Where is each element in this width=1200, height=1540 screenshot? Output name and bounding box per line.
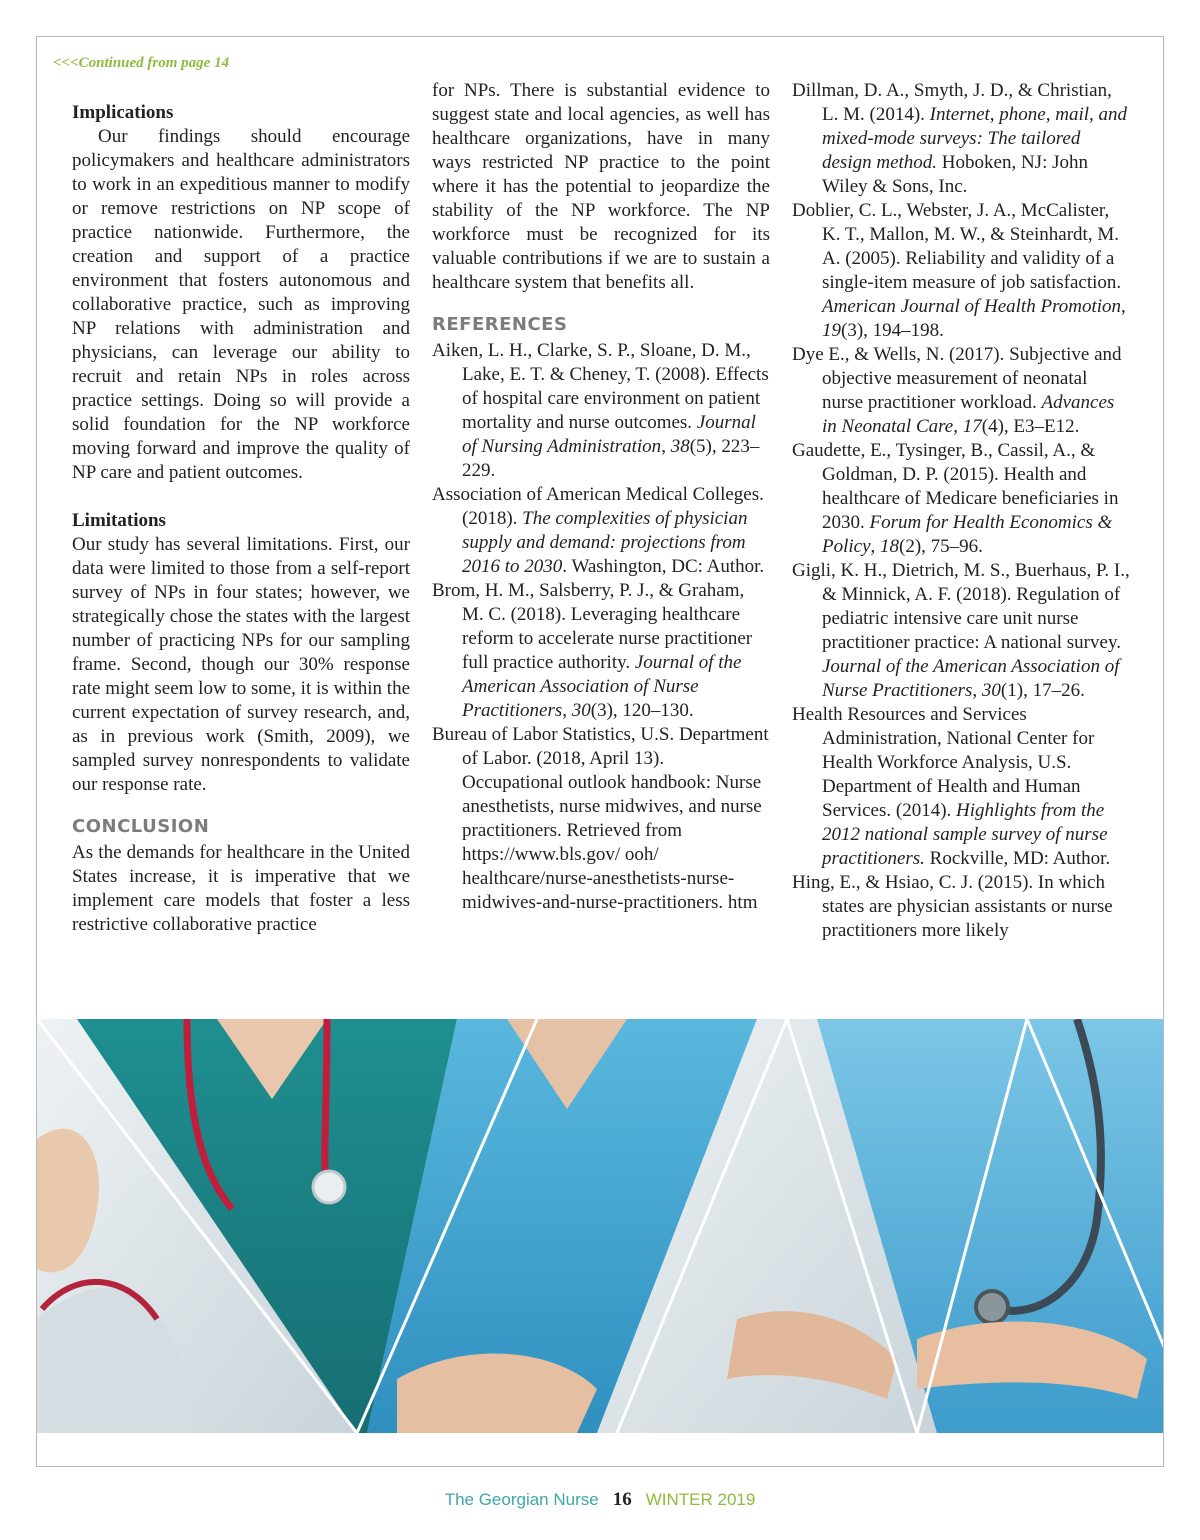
reference-entry [432, 339, 770, 483]
column-1 [72, 101, 410, 937]
reference-entry [792, 559, 1130, 703]
reference-entry [432, 579, 770, 723]
reference-text: Hing, E., & Hsiao, C. J. (2015). In which states are physician assistants or nurse practitioners more likely [792, 872, 1113, 941]
reference-text: (1), 17–26. [1000, 680, 1085, 701]
reference-italic: 38 [670, 436, 690, 457]
reference-text: Rockville, MD: Author. [924, 848, 1111, 869]
references-heading: REFERENCES [432, 314, 568, 335]
reference-text: Gaudette, E., Tysinger, B., Cassil, A., & Goldman, D. P. (2015). Health and healthcare of Medicare beneficiaries in 2030. [792, 440, 1119, 533]
reference-italic: 18 [880, 536, 900, 557]
conclusion-text: As the demands for healthcare in the United States increase, it is imperative that we implement care models that foster a less restrictive collaborative practice [72, 842, 410, 935]
reference-entry [792, 343, 1130, 439]
implications-text: Our findings should encourage policymakers and healthcare administrators to work in an expeditious manner to modify or remove restrictions on NP scope of practice nationwide. Furthermore, the creation and support of a practice environment that fosters autonomous and collaborative practice, such as improving NP relations with administration and physicians, can leverage our ability to recruit and retain NPs in roles across practice settings. Doing so will provide a solid foundation for the NP workforce moving forward and improve the quality of NP care and patient outcomes. [72, 126, 410, 483]
reference-text: Dye E., & Wells, N. (2017). Subjective and objective measurement of neonatal nurse practitioner workload. [792, 344, 1122, 413]
reference-text: Hoboken, NJ: John Wiley & Sons, Inc. [822, 152, 1088, 197]
issue-date: WINTER 2019 [645, 1490, 756, 1509]
reference-text: (4), E3–E12. [981, 416, 1080, 437]
reference-entry [792, 199, 1130, 343]
reference-text: , [562, 700, 572, 721]
reference-entry [792, 439, 1130, 559]
page-number: 16 [612, 1489, 632, 1510]
conclusion-continued-text: for NPs. There is substantial evidence to suggest state and local agencies, as well has healthcare organizations, have in many ways restricted NP practice to the point where it has the potential to jeopardize the stability of the NP workforce. The NP workforce must be recognized for its valuable contributions if we are to sustain a healthcare system that benefits all. [432, 80, 770, 293]
reference-text: (2), 75–96. [899, 536, 983, 557]
reference-text: Brom, H. M., Salsberry, P. J., & Graham, M. C. (2018). Leveraging healthcare reform to accelerate nurse practitioner full practice authority. [432, 580, 753, 673]
reference-italic: 19 [822, 320, 841, 341]
reference-italic: American Journal of Health Promotion [822, 296, 1122, 317]
reference-italic: Forum for Health Economics & Policy [822, 512, 1113, 557]
reference-entry [792, 703, 1130, 871]
reference-entry [792, 79, 1130, 199]
limitations-text: Our study has several limitations. First, our data were limited to those from a self-report survey of NPs in four states; however, we strategically chose the states with the largest number of practicing NPs for our sampling frame. Second, though our 30% response rate might seem low to some, it is within the current expectation of survey research, and, as in previous work (Smith, 2009), we sampled survey nonrespondents to validate our response rate. [72, 534, 410, 795]
photo-collage-graphic [37, 1019, 1164, 1433]
reference-text: Association of American Medical Colleges. (2018). [432, 484, 764, 529]
reference-text: , [972, 680, 982, 701]
limitations-heading: Limitations [72, 510, 166, 531]
reference-list [432, 339, 770, 915]
reference-italic: 30 [571, 700, 591, 721]
reference-entry [432, 483, 770, 579]
page-frame [36, 36, 1164, 1467]
implications-heading: Implications [72, 102, 174, 123]
column-2 [432, 79, 770, 915]
reference-text: , [661, 436, 671, 457]
reference-text: (3), 120–130. [590, 700, 694, 721]
publication-name: The Georgian Nurse [444, 1490, 599, 1509]
reference-italic: Advances in Neonatal Care [822, 392, 1115, 437]
continued-note: <<<Continued from page 14 [53, 55, 230, 71]
nurses-photo-collage [37, 1019, 1164, 1433]
reference-italic: The complexities of physician supply and demand: projections from 2016 to 2030 [462, 508, 748, 577]
reference-text: (5), 223– 229. [462, 436, 760, 481]
reference-text: , [953, 416, 963, 437]
conclusion-heading: CONCLUSION [72, 816, 210, 837]
reference-entry [792, 871, 1130, 943]
reference-text: Aiken, L. H., Clarke, S. P., Sloane, D. M., Lake, E. T. & Cheney, T. (2008). Effects of hospital care environment on patient mortality and nurse outcomes. [432, 340, 769, 433]
reference-text: Bureau of Labor Statistics, U.S. Department of Labor. (2018, April 13). Occupational outlook handbook: Nurse anesthetists, nurse midwives, and nurse practitioners. Retrieved from https://www.bls.gov/ ooh/ healthcare/nurse-anesthetists-nurse-midwives-and-nurse-practitioners. htm [432, 724, 769, 913]
reference-italic: 17 [962, 416, 982, 437]
reference-text: Gigli, K. H., Dietrich, M. S., Buerhaus, P. I., & Minnick, A. F. (2018). Regulation of pediatric intensive care unit nurse practitioner practice: A national survey. [792, 560, 1130, 653]
reference-text: , [1121, 296, 1126, 317]
reference-italic: Journal of the American Association of Nurse Practitioners [462, 652, 742, 721]
reference-text: Health Resources and Services Administration, National Center for Health Workforce Analysis, U.S. Department of Health and Human Services. (2014). [792, 704, 1095, 821]
reference-italic: 30 [981, 680, 1001, 701]
reference-text: (3), 194–198. [841, 320, 944, 341]
reference-text: . Washington, DC: Author. [562, 556, 765, 577]
page-footer [0, 1489, 1200, 1511]
reference-text: , [870, 536, 881, 557]
reference-list [792, 79, 1130, 943]
reference-italic: Journal of Nursing Administration [462, 412, 756, 457]
reference-italic: Journal of the American Association of Nurse Practitioners [822, 656, 1120, 701]
reference-entry [432, 723, 770, 915]
column-3 [792, 79, 1130, 943]
reference-italic: Highlights from the 2012 national sample survey of nurse practitioners. [822, 800, 1108, 869]
reference-text: Doblier, C. L., Webster, J. A., McCalister, K. T., Mallon, M. W., & Steinhardt, M. A. (2005). Reliability and validity of a single-item measure of job satisfaction. [792, 200, 1122, 293]
reference-text: Dillman, D. A., Smyth, J. D., & Christian, L. M. (2014). [792, 80, 1112, 125]
reference-italic: Internet, phone, mail, and mixed-mode surveys: The tailored design method. [822, 104, 1128, 173]
